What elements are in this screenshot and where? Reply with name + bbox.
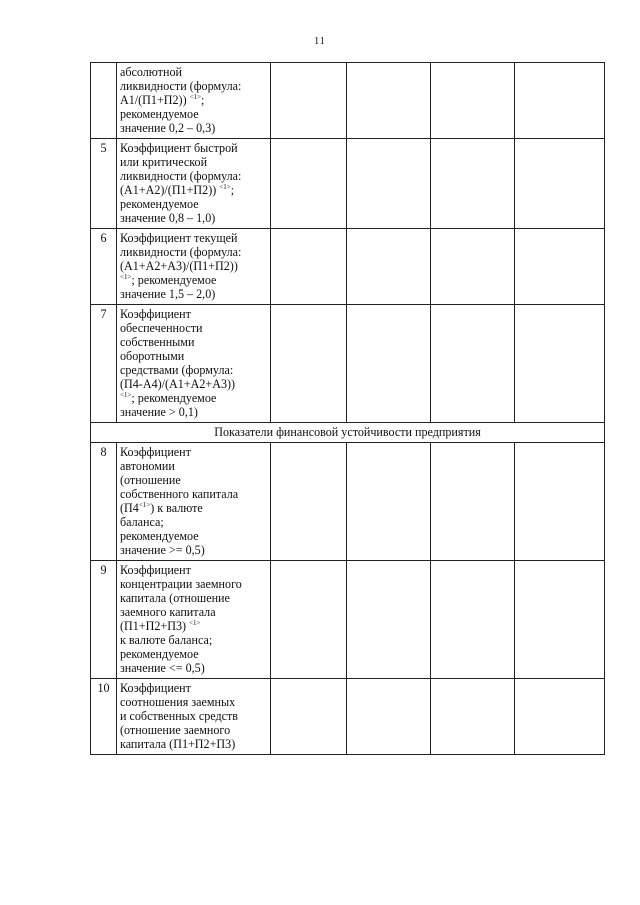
indicator-line: (А1+А2+А3)/(П1+П2)) [120,259,238,273]
indicator-line: рекомендуемое [120,107,199,121]
indicator-line: автономии [120,459,175,473]
indicator-name [117,443,271,561]
indicator-name [117,139,271,229]
row-number: 8 [91,443,117,561]
indicator-line: значение 0,8 – 1,0) [120,211,216,225]
value-cell [431,139,515,229]
financial-indicators-table [90,62,605,755]
indicator-line: ликвидности (формула: [120,169,242,183]
indicator-line: капитала (П1+П2+П3) [120,737,236,751]
indicator-line: А1/(П1+П2)) $^{<1>}$; [120,93,205,107]
footnote-marker: <1> [120,273,132,281]
indicator-line: ликвидности (формула: [120,79,242,93]
section-title: Показатели финансовой устойчивости предприятия [91,423,605,443]
indicator-line: средствами (формула: [120,363,234,377]
indicator-name [117,679,271,755]
value-cell [271,443,347,561]
value-cell [347,561,431,679]
indicator-line: значение >= 0,5) [120,543,205,557]
value-cell [431,229,515,305]
indicator-line: рекомендуемое [120,529,199,543]
value-cell [431,63,515,139]
indicator-name [117,305,271,423]
indicator-line: $^{<1>}$; рекомендуемое [120,391,217,405]
value-cell [515,229,605,305]
indicator-line: концентрации заемного [120,577,242,591]
value-cell [271,305,347,423]
indicator-line: (отношение [120,473,181,487]
value-cell [271,229,347,305]
value-cell [515,63,605,139]
value-cell [515,561,605,679]
value-cell [515,443,605,561]
indicator-line: соотношения заемных [120,695,236,709]
value-cell [347,63,431,139]
indicator-name [117,63,271,139]
value-cell [271,679,347,755]
indicator-line: рекомендуемое [120,197,199,211]
row-number: 10 [91,679,117,755]
indicator-line: (П4-А4)/(А1+А2+А3)) [120,377,236,391]
indicator-line: значение <= 0,5) [120,661,205,675]
indicator-line: или критической [120,155,208,169]
table-row [91,679,605,755]
indicator-line: значение > 0,1) [120,405,198,419]
value-cell [271,63,347,139]
value-cell [515,305,605,423]
indicator-line: $^{<1>}$; рекомендуемое [120,273,217,287]
section-header-row [91,423,605,443]
indicator-line: Коэффициент [120,445,191,459]
indicator-line: к валюте баланса; [120,633,213,647]
indicator-line: Коэффициент [120,563,191,577]
value-cell [431,443,515,561]
indicator-line: заемного капитала [120,605,216,619]
footnote-marker: <1> [219,183,231,191]
value-cell [431,561,515,679]
indicator-line: и собственных средств [120,709,239,723]
table-row [91,305,605,423]
indicator-line: (отношение заемного [120,723,231,737]
indicator-line: собственными [120,335,195,349]
value-cell [515,139,605,229]
value-cell [347,139,431,229]
indicator-line: (П1+П2+П3) $^{<1>}$ [120,619,201,633]
row-number: 9 [91,561,117,679]
indicator-line: (А1+А2)/(П1+П2)) $^{<1>}$; [120,183,235,197]
table-row [91,63,605,139]
indicator-line: капитала (отношение [120,591,230,605]
table-row [91,139,605,229]
indicator-line: баланса; [120,515,164,529]
value-cell [515,679,605,755]
footnote-marker: <1> [138,501,151,509]
footnote-marker: <1> [120,391,132,399]
indicator-name [117,561,271,679]
indicator-line: значение 1,5 – 2,0) [120,287,216,301]
table-row [91,561,605,679]
table-row [91,443,605,561]
row-number: 7 [91,305,117,423]
indicator-line: Коэффициент [120,307,191,321]
table-row [91,229,605,305]
footnote-marker: <1> [189,93,202,101]
row-number: 6 [91,229,117,305]
indicator-line: собственного капитала [120,487,239,501]
footnote-marker: <1> [189,619,201,627]
indicator-line: обеспеченности [120,321,203,335]
indicator-line: абсолютной [120,65,182,79]
page-number: 11 [314,36,326,47]
indicator-line: Коэффициент [120,681,191,695]
value-cell [347,305,431,423]
indicator-line: Коэффициент быстрой [120,141,238,155]
indicator-line: Коэффициент текущей [120,231,238,245]
value-cell [431,679,515,755]
indicator-line: рекомендуемое [120,647,199,661]
indicator-line: значение 0,2 – 0,3) [120,121,216,135]
value-cell [347,443,431,561]
value-cell [347,229,431,305]
row-number [91,63,117,139]
indicator-line: $(П4^{<1>})$ к валюте [120,501,203,515]
indicator-line: оборотными [120,349,185,363]
indicator-name [117,229,271,305]
row-number: 5 [91,139,117,229]
value-cell [347,679,431,755]
indicator-line: ликвидности (формула: [120,245,242,259]
value-cell [271,139,347,229]
value-cell [431,305,515,423]
value-cell [271,561,347,679]
